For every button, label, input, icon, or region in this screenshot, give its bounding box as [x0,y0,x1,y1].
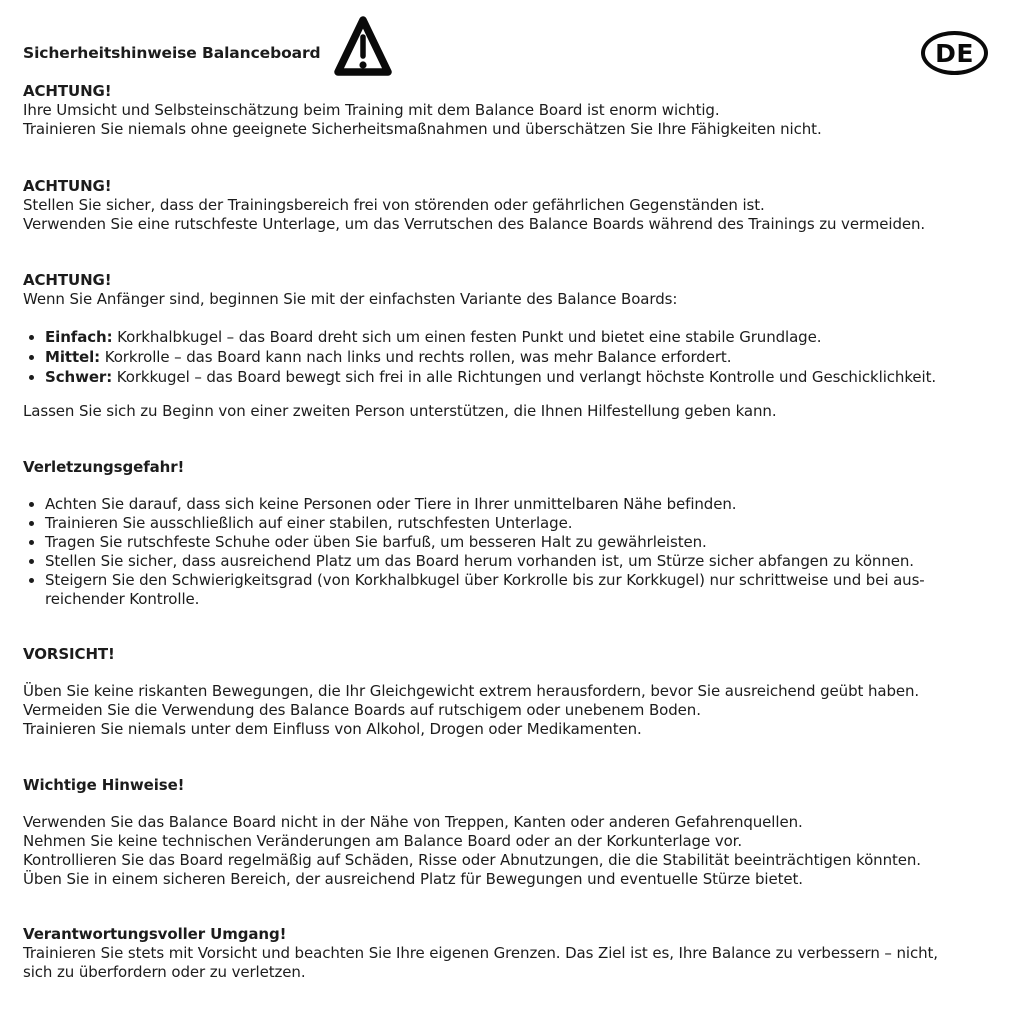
language-badge-de [921,31,988,75]
list-item [45,571,1009,609]
warning-triangle-icon [333,13,393,79]
body-line: Nehmen Sie keine technischen Veränderungen am Balance Board oder an der Korkunterlage vor. [23,832,743,850]
body-line: Stellen Sie sicher, dass der Trainingsbereich frei von störenden oder gefährlichen Gegenständen ist. [23,196,765,214]
section-caution [23,645,1009,739]
section-heading: ACHTUNG! [23,177,112,195]
body-line: Trainieren Sie stets mit Vorsicht und beachten Sie Ihre eigenen Grenzen. Das Ziel ist es, Ihre Balance zu verbessern – nicht, [23,944,938,962]
section-responsible-use [23,925,1009,982]
list-item [45,367,1009,387]
list-item-line: • Steigern Sie den Schwierigkeitsgrad (von Korkhalbkugel über Korkrolle bis zur Korkkugel) nur schrittweise und bei aus- [45,571,925,589]
section-body [23,682,1009,739]
body-line: Üben Sie in einem sicheren Bereich, der ausreichend Platz für Bewegungen und eventuelle Stürze bietet. [23,870,803,888]
list-item: • Trainieren Sie ausschließlich auf einer stabilen, rutschfesten Unterlage. [45,514,1009,533]
section-heading: ACHTUNG! [23,82,112,100]
section-heading: Wichtige Hinweise! [23,776,185,794]
section-beginner-note [23,402,1009,421]
language-badge-label: DE [935,38,974,68]
list-item-text: Korkhalbkugel – das Board dreht sich um einen festen Punkt und bietet eine stabile Grundlage. [112,328,822,346]
list-item-line: reichender Kontrolle. [45,590,200,608]
section-body [23,813,1009,889]
document-header [23,0,1009,80]
list-item-text: Korkkugel – das Board bewegt sich frei in alle Richtungen und verlangt höchste Kontrolle und Geschicklichkeit. [112,368,937,386]
difficulty-list [23,327,1009,387]
body-line: Wenn Sie Anfänger sind, beginnen Sie mit der einfachsten Variante des Balance Boards: [23,290,678,308]
list-item-lead: Mittel: [45,348,101,366]
section-heading: ACHTUNG! [23,271,112,289]
body-line: Lassen Sie sich zu Beginn von einer zweiten Person unterstützen, die Ihnen Hilfestellung geben kann. [23,402,777,420]
list-item: • Achten Sie darauf, dass sich keine Personen oder Tiere in Ihrer unmittelbaren Nähe befinden. [45,495,1009,514]
section-heading: Verletzungsgefahr! [23,458,185,476]
section-heading: VORSICHT! [23,645,115,663]
list-item [45,327,1009,347]
page-title: Sicherheitshinweise Balanceboard [23,44,321,62]
body-line: Kontrollieren Sie das Board regelmäßig auf Schäden, Risse oder Abnutzungen, die die Stabilität beeinträchtigen könnten. [23,851,921,869]
section-important-notes [23,776,1009,889]
section-injury-risk [23,458,1009,609]
body-line: Vermeiden Sie die Verwendung des Balance Boards auf rutschigem oder unebenem Boden. [23,701,701,719]
body-line: Verwenden Sie eine rutschfeste Unterlage, um das Verrutschen des Balance Boards während des Trainings zu vermeiden. [23,215,926,233]
body-line: Verwenden Sie das Balance Board nicht in der Nähe von Treppen, Kanten oder anderen Gefahrenquellen. [23,813,803,831]
section-attention-1 [23,82,1009,139]
list-item-lead: Einfach: [45,328,113,346]
body-line: Trainieren Sie niemals unter dem Einfluss von Alkohol, Drogen oder Medikamenten. [23,720,642,738]
list-item [45,347,1009,367]
injury-risk-list [23,495,1009,609]
body-line: Ihre Umsicht und Selbsteinschätzung beim Training mit dem Balance Board ist enorm wichtig. [23,101,720,119]
section-attention-2 [23,177,1009,234]
list-item: • Tragen Sie rutschfeste Schuhe oder üben Sie barfuß, um besseren Halt zu gewährleisten. [45,533,1009,552]
section-attention-3 [23,271,1009,309]
body-line: Üben Sie keine riskanten Bewegungen, die Ihr Gleichgewicht extrem herausfordern, bevor Sie ausreichend geübt haben. [23,682,920,700]
section-heading: Verantwortungsvoller Umgang! [23,925,287,943]
list-item-text: Korkrolle – das Board kann nach links und rechts rollen, was mehr Balance erfordert. [100,348,732,366]
list-item: • Stellen Sie sicher, dass ausreichend Platz um das Board herum vorhanden ist, um Stürze sicher abfangen zu können. [45,552,1009,571]
list-item-lead: Schwer: [45,368,113,386]
body-line: sich zu überfordern oder zu verletzen. [23,963,306,981]
body-line: Trainieren Sie niemals ohne geeignete Sicherheitsmaßnahmen und überschätzen Sie Ihre Fähigkeiten nicht. [23,120,822,138]
